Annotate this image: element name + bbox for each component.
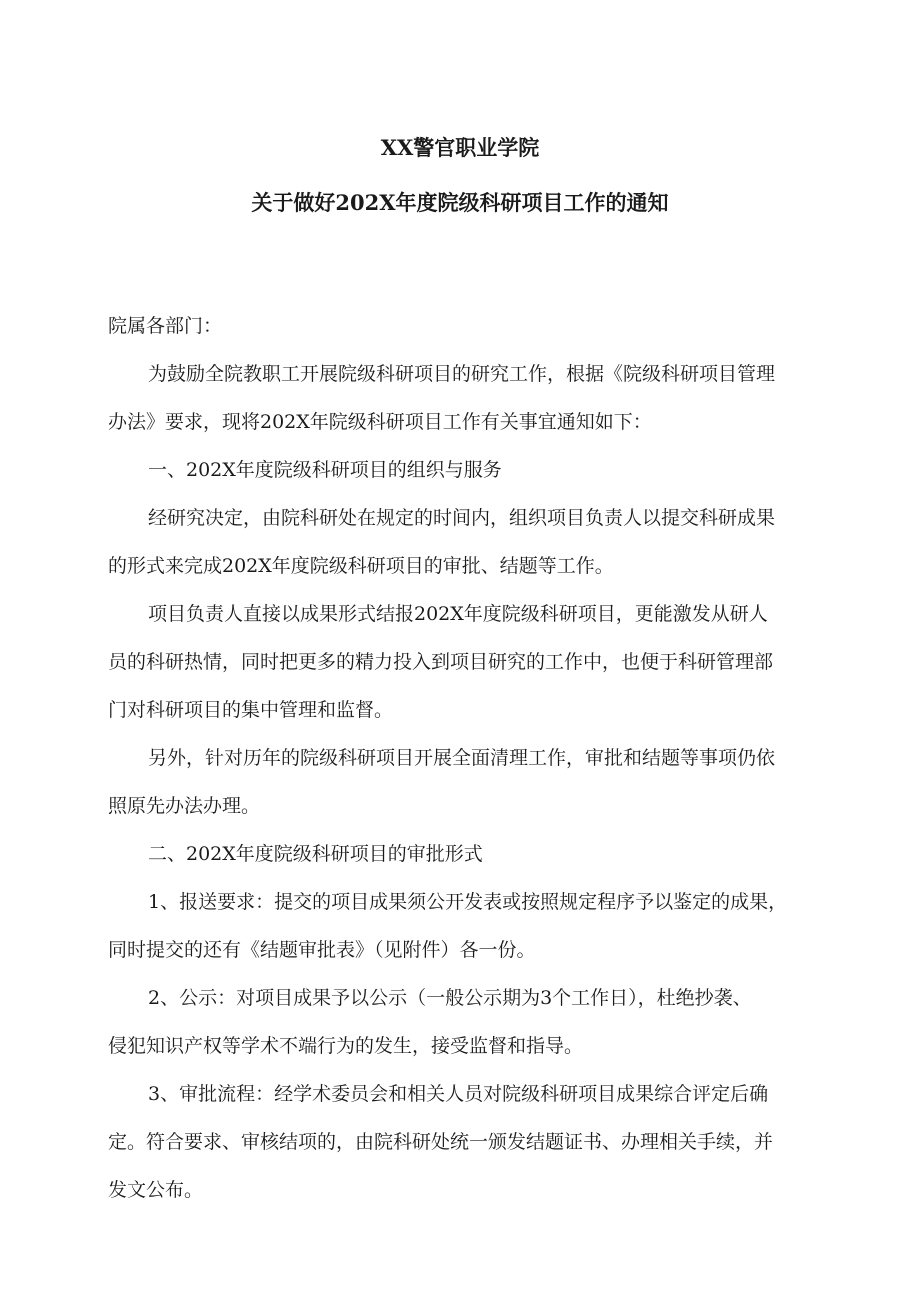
paragraph-s2p1 xyxy=(108,878,812,974)
paragraph-s2p2 xyxy=(108,974,812,1070)
paragraph-line: 1、报送要求：提交的项目成果须公开发表或按照规定程序予以鉴定的成果， xyxy=(148,891,788,913)
section-heading-2: 二、202X年度院级科研项目的审批形式 xyxy=(148,843,483,865)
section-heading-1: 一、202X年度院级科研项目的组织与服务 xyxy=(148,459,502,481)
paragraph-line: 项目负责人直接以成果形式结报202X年度院级科研项目，更能激发从研人 xyxy=(148,603,768,625)
paragraph-line: 照原先办法办理。 xyxy=(108,795,261,817)
greeting: 院属各部门： xyxy=(108,315,223,337)
paragraph-line: 门对科研项目的集中管理和监督。 xyxy=(108,699,394,721)
paragraph-line: 3、审批流程：经学术委员会和相关人员对院级科研项目成果综合评定后确 xyxy=(148,1083,769,1105)
paragraph-s1p3 xyxy=(108,734,812,830)
paragraph-line: 办法》要求，现将202X年院级科研项目工作有关事宜通知如下： xyxy=(108,411,652,433)
paragraph-line: 同时提交的还有《结题审批表》（见附件）各一份。 xyxy=(108,939,536,961)
document-title-institution: XX警官职业学院 xyxy=(380,135,540,160)
paragraph-intro xyxy=(108,350,812,446)
paragraph-s2p3 xyxy=(108,1070,812,1214)
paragraph-line: 发文公布。 xyxy=(108,1179,204,1201)
paragraph-line: 员的科研热情，同时把更多的精力投入到项目研究的工作中，也便于科研管理部 xyxy=(108,651,774,673)
paragraph-line: 侵犯知识产权等学术不端行为的发生，接受监督和指导。 xyxy=(108,1035,584,1057)
paragraph-s1p2 xyxy=(108,590,812,734)
paragraph-s1p1 xyxy=(108,494,812,590)
paragraph-line: 2、公示：对项目成果予以公示（一般公示期为3个工作日），杜绝抄袭、 xyxy=(148,987,752,1009)
paragraph-line: 经研究决定，由院科研处在规定的时间内，组织项目负责人以提交科研成果 xyxy=(148,507,776,529)
document-title-notice: 关于做好202X年度院级科研项目工作的通知 xyxy=(251,190,669,215)
paragraph-line: 定。符合要求、审核结项的，由院科研处统一颁发结题证书、办理相关手续，并 xyxy=(108,1131,774,1153)
paragraph-line: 为鼓励全院教职工开展院级科研项目的研究工作，根据《院级科研项目管理 xyxy=(148,363,776,385)
paragraph-line: 的形式来完成202X年度院级科研项目的审批、结题等工作。 xyxy=(108,555,614,577)
paragraph-line: 另外，针对历年的院级科研项目开展全面清理工作，审批和结题等事项仍依 xyxy=(148,747,776,769)
